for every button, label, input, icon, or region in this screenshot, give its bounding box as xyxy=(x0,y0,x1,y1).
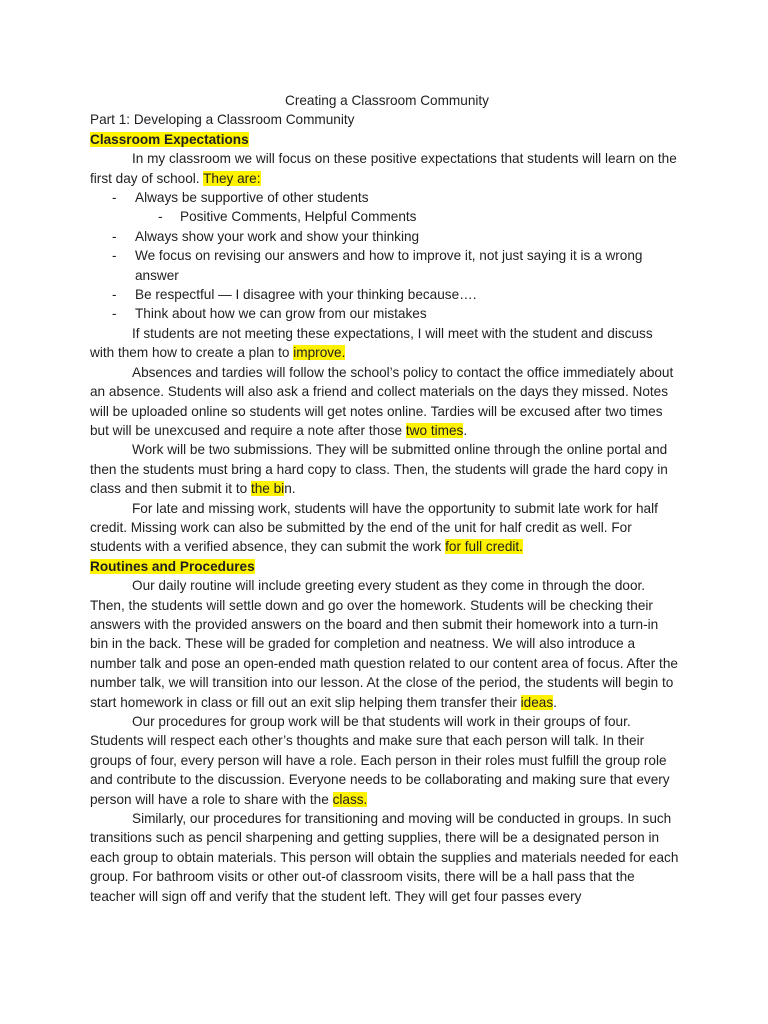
paragraph-expectations-intro xyxy=(90,149,680,188)
heading-highlight: Classroom Expectations xyxy=(90,131,249,147)
highlighted-text: ideas xyxy=(520,694,554,710)
list-item xyxy=(90,285,680,304)
paragraph-absences xyxy=(90,363,680,441)
dash-bullet: - xyxy=(112,248,117,264)
paragraph-daily-routine xyxy=(90,576,680,712)
list-item xyxy=(90,304,680,323)
paragraph-text-end: . xyxy=(463,422,468,438)
paragraph-text: If students are not meeting these expectations, I will meet with the student and discuss with them how to create a plan to xyxy=(90,325,653,361)
list-item xyxy=(90,246,680,285)
highlighted-text: improve. xyxy=(293,345,346,361)
list-item-text: Always show your work and show your thinking xyxy=(135,228,420,244)
highlighted-text: the bi xyxy=(250,481,285,497)
paragraph-text-end: n. xyxy=(284,481,296,497)
list-item-text: Think about how we can grow from our mistakes xyxy=(135,306,427,322)
list-item xyxy=(90,227,680,246)
paragraph-text: Absences and tardies will follow the school’s policy to contact the office immediately about an absence. Students will also ask a friend and collect materials on the days they missed. Notes will be uploaded online so students will get notes online. Tardies will be excused after two times but will be unexcused and require a note after those xyxy=(90,364,674,438)
list-item-text: We focus on revising our answers and how to improve it, not just saying it is a wrong answer xyxy=(135,248,643,283)
paragraph-late-work xyxy=(90,499,680,557)
highlighted-text: two times xyxy=(405,422,464,438)
section-heading-expectations xyxy=(90,130,680,149)
paragraph-text: For late and missing work, students will have the opportunity to submit late work for half credit. Missing work can also be submitted by the end of the unit for half credit as well. For students with a verified absence, they can submit the work xyxy=(90,500,658,555)
paragraph-text: Our procedures for group work will be that students will work in their groups of four. Students will respect each other’s thoughts and make sure that each person will talk. In their groups of four, every person will have a role. Each person in their roles must fulfill the group role and contribute to the discussion. Everyone needs to be collaborating and making sure that every person will have a role to share with the xyxy=(90,714,670,807)
paragraph-text: Our daily routine will include greeting every student as they come in through the door. Then, the students will settle down and go over the homework. Students will be checking their answers with the provided answers on the board and then submit their homework into a turn-in bin in the back. These will be graded for completion and neatness. We will also introduce a number talk and pose an open-ended math question related to our content area of focus. After the number talk, we will transition into our lesson. At the close of the period, the students will begin to start homework in class or fill out an exit slip helping them transfer their xyxy=(90,578,678,710)
paragraph-text: In my classroom we will focus on these positive expectations that students will learn on the first day of school. xyxy=(90,151,677,186)
paragraph-text: Work will be two submissions. They will be submitted online through the online portal and then the students must bring a hard copy to class. Then, the students will grade the hard copy in class and then submit it to xyxy=(90,442,668,497)
list-item xyxy=(90,188,680,207)
section-heading-routines xyxy=(90,557,680,576)
document-title: Creating a Classroom Community xyxy=(285,93,489,108)
list-item-nested xyxy=(90,207,680,226)
paragraph-group-work xyxy=(90,712,680,809)
dash-bullet: - xyxy=(112,306,117,322)
paragraph-text-end: . xyxy=(553,694,557,710)
document-body xyxy=(90,91,680,906)
list-item-text: Always be supportive of other students xyxy=(135,190,369,206)
part-heading: Part 1: Developing a Classroom Community xyxy=(90,112,355,128)
dash-bullet: - xyxy=(112,287,117,303)
highlighted-text: for full credit. xyxy=(445,539,523,555)
list-item-text: Be respectful — I disagree with your thinking because…. xyxy=(135,287,477,303)
dash-bullet: - xyxy=(112,228,117,244)
dash-bullet: - xyxy=(112,190,117,206)
heading-highlight: Routines and Procedures xyxy=(90,558,255,574)
highlighted-text: class. xyxy=(332,791,368,807)
expectations-list xyxy=(90,188,680,324)
dash-bullet: - xyxy=(158,209,163,225)
list-item-text: Positive Comments, Helpful Comments xyxy=(180,209,417,225)
paragraph-transitions xyxy=(90,809,680,906)
highlighted-text: They are: xyxy=(203,170,261,186)
paragraph-meeting xyxy=(90,324,680,363)
paragraph-text: Similarly, our procedures for transitioning and moving will be conducted in groups. In such transitions such as pencil sharpening and getting supplies, there will be a designated person in each group to obtain materials. This person will obtain the supplies and materials needed for each group. For bathroom visits or other out-of classroom visits, there will be a hall pass that the teacher will sign off and verify that the student left. They will get four passes every xyxy=(90,811,679,904)
paragraph-submissions xyxy=(90,440,680,498)
